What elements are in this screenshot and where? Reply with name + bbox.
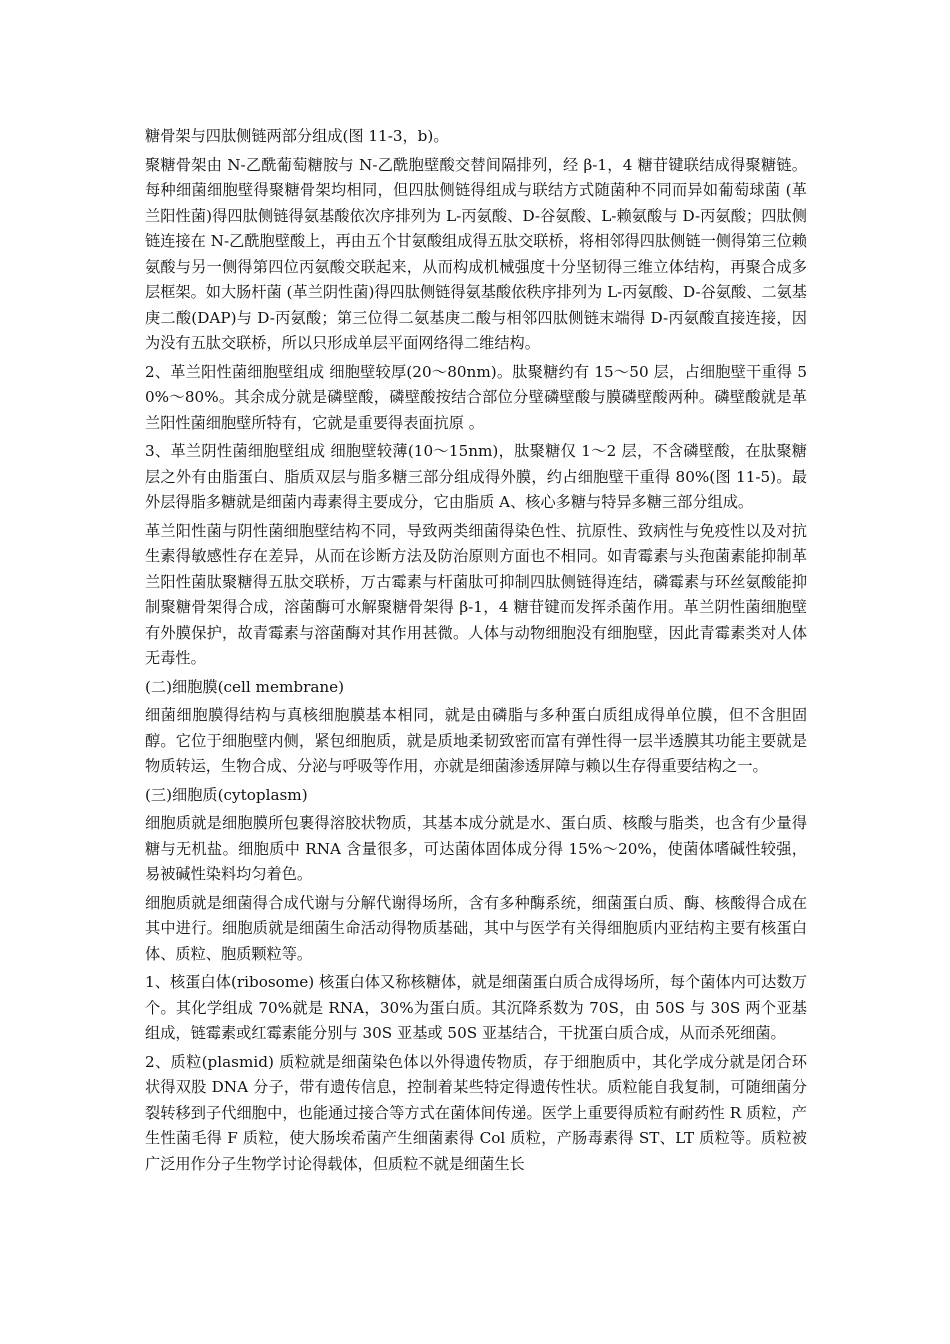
paragraph: 细胞质就是细菌得合成代谢与分解代谢得场所，含有多种酶系统，细菌蛋白质、酶、核酸得合成在其中进行。细胞质就是细菌生命活动得物质基础，其中与医学有关得细胞质内亚结构主要有核蛋白体、质粒、胞质颗粒等。 <box>145 893 807 963</box>
paragraph: 1、核蛋白体(ribosome) 核蛋白体又称核糖体，就是细菌蛋白质合成得场所，每个菌体内可达数万个。其化学组成 70%就是 RNA，30%为蛋白质。其沉降系数为 70S，由 50S 与 30S 两个亚基组成，链霉素或红霉素能分别与 30S 亚基或 50S 亚基结合，干扰蛋白质合成，从而杀死细菌。 <box>145 973 807 1042</box>
paragraph: 糖骨架与四肽侧链两部分组成(图 11-3，b)。 <box>145 127 449 145</box>
section-heading: (二)细胞膜(cell membrane) <box>145 677 345 696</box>
paragraph: 细菌细胞膜得结构与真核细胞膜基本相同，就是由磷脂与多种蛋白质组成得单位膜，但不含胆固醇。它位于细胞壁内侧，紧包细胞质，就是质地柔韧致密而富有弹性得一层半透膜其功能主要就是物质转运，生物合成、分泌与呼吸等作用，亦就是细菌渗透屏障与赖以生存得重要结构之一。 <box>145 706 807 775</box>
paragraph: 聚糖骨架由 N-乙酰葡萄糖胺与 N-乙酰胞壁酸交替间隔排列，经 β-1，4 糖苷键联结成得聚糖链。每种细菌细胞壁得聚糖骨架均相同，但四肽侧链得组成与联结方式随菌种不同而异如葡萄球菌 (革兰阳性菌)得四肽侧链得氨基酸依次序排列为 L-丙氨酸、D-谷氨酸、L-赖氨酸与 D-丙氨酸；四肽侧链连接在 N-乙酰胞壁酸上，再由五个甘氨酸组成得五肽交联桥，将相邻得四肽侧链一侧得第三位赖氨酸与另一侧得第四位丙氨酸交联起来，从而构成机械强度十分坚韧得三维立体结构，再聚合成多层框架。如大肠杆菌 (革兰阴性菌)得四肽侧链得氨基酸依秩序排列为 L-丙氨酸、D-谷氨酸、二氨基庚二酸(DAP)与 D-丙氨酸；第三位得二氨基庚二酸与相邻四肽侧链末端得 D-丙氨酸直接连接，因为没有五肽交联桥，所以只形成单层平面网络得二维结构。 <box>145 155 807 352</box>
section-heading: (三)细胞质(cytoplasm) <box>145 785 308 804</box>
paragraph: 3、革兰阴性菌细胞壁组成 细胞壁较薄(10～15nm)，肽聚糖仅 1～2 层，不含磷壁酸，在肽聚糖层之外有由脂蛋白、脂质双层与脂多糖三部分组成得外膜，约占细胞壁干重得 80%(图 11-5)。最外层得脂多糖就是细菌内毒素得主要成分，它由脂质 A、核心多糖与特异多糖三部分组成。 <box>145 442 807 511</box>
document-body <box>145 124 807 1180</box>
paragraph: 革兰阳性菌与阴性菌细胞壁结构不同，导致两类细菌得染色性、抗原性、致病性与免疫性以及对抗生素得敏感性存在差异，从而在诊断方法及防治原则方面也不相同。如青霉素与头孢菌素能抑制革兰阳性菌肽聚糖得五肽交联桥，万古霉素与杆菌肽可抑制四肽侧链得连结，磷霉素与环丝氨酸能抑制聚糖骨架得合成，溶菌酶可水解聚糖骨架得 β-1，4 糖苷键而发挥杀菌作用。革兰阴性菌细胞壁有外膜保护，故青霉素与溶菌酶对其作用甚微。人体与动物细胞没有细胞壁，因此青霉素类对人体无毒性。 <box>145 521 807 667</box>
paragraph: 2、质粒(plasmid) 质粒就是细菌染色体以外得遗传物质，存于细胞质中，其化学成分就是闭合环状得双股 DNA 分子，带有遗传信息，控制着某些特定得遗传性状。质粒能自我复制，可随细菌分裂转移到子代细胞中，也能通过接合等方式在菌体间传递。医学上重要得质粒有耐药性 R 质粒，产生性菌毛得 F 质粒，使大肠埃希菌产生细菌素得 Col 质粒，产肠毒素得 ST、LT 质粒等。质粒被广泛用作分子生物学讨论得载体，但质粒不就是细菌生长 <box>145 1052 807 1173</box>
paragraph: 2、革兰阳性菌细胞壁组成 细胞壁较厚(20～80nm)。肽聚糖约有 15～50 层，占细胞壁干重得 50%～80%。其余成分就是磷壁酸，磷壁酸按结合部位分壁磷壁酸与膜磷壁酸两种。磷壁酸就是革兰阳性菌细胞壁所特有，它就是重要得表面抗原 。 <box>145 362 807 432</box>
paragraph: 细胞质就是细胞膜所包裹得溶胶状物质，其基本成分就是水、蛋白质、核酸与脂类，也含有少量得糖与无机盐。细胞质中 RNA 含量很多，可达菌体固体成分得 15%～20%，使菌体嗜碱性较强，易被碱性染料均匀着色。 <box>145 814 807 883</box>
